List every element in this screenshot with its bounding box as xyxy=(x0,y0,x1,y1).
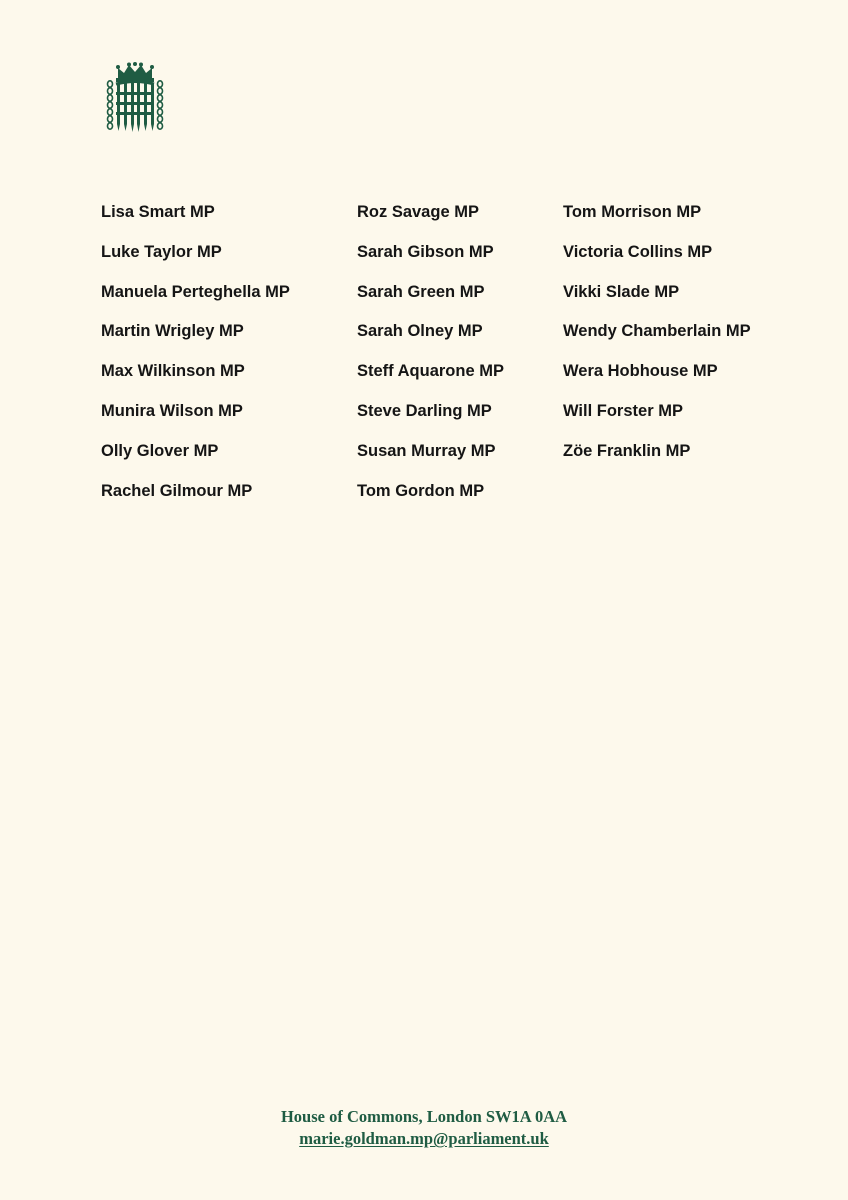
signatory-name: Tom Morrison MP xyxy=(563,203,702,221)
signatory-name: Steve Darling MP xyxy=(357,401,492,420)
signatory-name: Will Forster MP xyxy=(563,401,683,420)
signatory-name: Zöe Franklin MP xyxy=(563,441,691,460)
signatory-name: Sarah Green MP xyxy=(357,282,485,301)
portcullis-crest-icon xyxy=(104,62,166,136)
signatory-name: Wendy Chamberlain MP xyxy=(563,322,751,341)
signatory-name: Manuela Perteghella MP xyxy=(101,282,290,301)
signatory-name: Munira Wilson MP xyxy=(101,401,243,420)
signatory-name: Olly Glover MP xyxy=(101,441,219,460)
signatory-name: Tom Gordon MP xyxy=(357,481,485,500)
signatory-name: Sarah Gibson MP xyxy=(357,242,494,261)
signatory-name: Lisa Smart MP xyxy=(101,203,215,221)
footer-address: House of Commons, London SW1A 0AA xyxy=(280,1107,568,1126)
signatory-name: Victoria Collins MP xyxy=(563,242,713,261)
signatory-name: Sarah Olney MP xyxy=(357,322,483,341)
signatory-name: Wera Hobhouse MP xyxy=(563,362,718,381)
footer-email-link[interactable]: marie.goldman.mp@parliament.uk xyxy=(299,1129,549,1148)
signatory-name: Max Wilkinson MP xyxy=(101,362,245,381)
signatories-column-2 xyxy=(357,201,504,519)
signatory-name: Steff Aquarone MP xyxy=(357,362,504,381)
signatories-list xyxy=(0,201,848,531)
signatory-name: Susan Murray MP xyxy=(357,441,496,460)
signatory-name: Martin Wrigley MP xyxy=(101,322,244,341)
signatory-name: Rachel Gilmour MP xyxy=(101,481,253,500)
signatory-name: Luke Taylor MP xyxy=(101,242,222,261)
letter-footer xyxy=(0,1106,848,1150)
signatories-column-3 xyxy=(563,201,751,480)
signatory-name: Roz Savage MP xyxy=(357,203,479,221)
signatory-name: Vikki Slade MP xyxy=(563,282,680,301)
signatories-column-1 xyxy=(101,201,290,519)
